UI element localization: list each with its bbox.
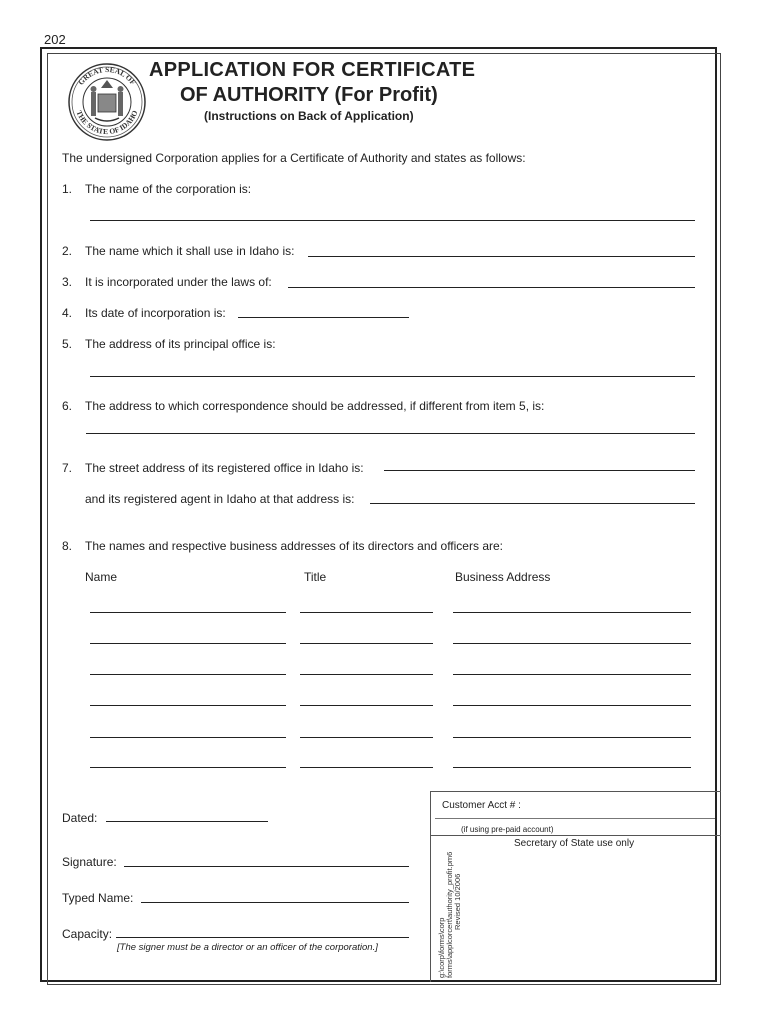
sos-use-label: Secretary of State use only (514, 838, 635, 849)
officer-row-5-name[interactable] (90, 737, 286, 738)
customer-acct-label: Customer Acct # : (442, 800, 521, 811)
item-3-label: It is incorporated under the laws of: (85, 275, 272, 289)
page-number: 202 (44, 32, 66, 47)
signature-label: Signature: (62, 855, 117, 869)
svg-text:GREAT SEAL OF: GREAT SEAL OF (76, 64, 138, 87)
office-use-divider (430, 836, 431, 982)
item-8-label: The names and respective business addresses of its directors and officers are: (85, 539, 503, 553)
officer-row-3-name[interactable] (90, 674, 286, 675)
prepaid-note: (if using pre-paid account) (461, 825, 554, 834)
officer-row-2-name[interactable] (90, 643, 286, 644)
officer-row-3-title[interactable] (300, 674, 433, 675)
form-title-line1: APPLICATION FOR CERTIFICATE (149, 59, 476, 81)
item-7-office-field[interactable] (384, 470, 695, 471)
signer-note: [The signer must be a director or an officer of the corporation.] (117, 942, 378, 953)
item-4-number: 4. (62, 306, 73, 320)
dated-label: Dated: (62, 811, 98, 825)
customer-acct-field[interactable] (435, 818, 715, 819)
officer-row-1-address[interactable] (453, 612, 691, 613)
item-7-label: The street address of its registered office in Idaho is: (85, 461, 364, 475)
officer-row-4-title[interactable] (300, 705, 433, 706)
officer-row-2-title[interactable] (300, 643, 433, 644)
capacity-label: Capacity: (62, 927, 113, 941)
item-8-number: 8. (62, 539, 73, 553)
officer-row-5-address[interactable] (453, 737, 691, 738)
dated-field[interactable] (106, 821, 268, 822)
item-6-number: 6. (62, 399, 73, 413)
form-title-line2: OF AUTHORITY (For Profit) (180, 84, 438, 106)
item-2-number: 2. (62, 244, 73, 258)
item-1-label: The name of the corporation is: (85, 182, 252, 196)
item-3-field[interactable] (288, 287, 695, 288)
state-seal (67, 62, 147, 142)
officer-row-4-address[interactable] (453, 705, 691, 706)
intro-text: The undersigned Corporation applies for a Certificate of Authority and states as follows: (62, 151, 526, 165)
file-path-1: g:\corp\forms\corp (437, 917, 446, 978)
officer-row-1-title[interactable] (300, 612, 433, 613)
item-3-number: 3. (62, 275, 73, 289)
item-4-field[interactable] (238, 317, 409, 318)
typed-name-field[interactable] (141, 902, 409, 903)
officer-row-6-title[interactable] (300, 767, 433, 768)
form-subtitle: (Instructions on Back of Application) (204, 109, 414, 123)
svg-text:THE STATE OF IDAHO: THE STATE OF IDAHO (74, 109, 140, 137)
item-2-field[interactable] (308, 256, 695, 257)
officer-row-5-title[interactable] (300, 737, 433, 738)
officer-row-3-address[interactable] (453, 674, 691, 675)
item-5-number: 5. (62, 337, 73, 351)
item-7-number: 7. (62, 461, 73, 475)
item-7-agent-label: and its registered agent in Idaho at that address is: (85, 492, 355, 506)
item-7-agent-field[interactable] (370, 503, 695, 504)
item-5-label: The address of its principal office is: (85, 337, 276, 351)
item-6-label: The address to which correspondence should be addressed, if different from item 5, is: (85, 399, 545, 413)
item-5-field[interactable] (90, 376, 695, 377)
signature-field[interactable] (124, 866, 409, 867)
officer-row-4-name[interactable] (90, 705, 286, 706)
item-6-field[interactable] (86, 433, 695, 434)
officer-row-2-address[interactable] (453, 643, 691, 644)
item-4-label: Its date of incorporation is: (85, 306, 226, 320)
officers-col-address-header: Business Address (455, 570, 551, 584)
typed-name-label: Typed Name: (62, 891, 134, 905)
file-path-2: forms\applcorcert\authority_profit.pm6 (445, 851, 454, 978)
item-2-label: The name which it shall use in Idaho is: (85, 244, 295, 258)
officer-row-6-address[interactable] (453, 767, 691, 768)
officer-row-1-name[interactable] (90, 612, 286, 613)
revised-date: Revised 10/2006 (453, 873, 462, 930)
officers-col-title-header: Title (304, 570, 327, 584)
item-1-number: 1. (62, 182, 73, 196)
officers-col-name-header: Name (85, 570, 118, 584)
officer-row-6-name[interactable] (90, 767, 286, 768)
item-1-field[interactable] (90, 220, 695, 221)
capacity-field[interactable] (116, 937, 409, 938)
